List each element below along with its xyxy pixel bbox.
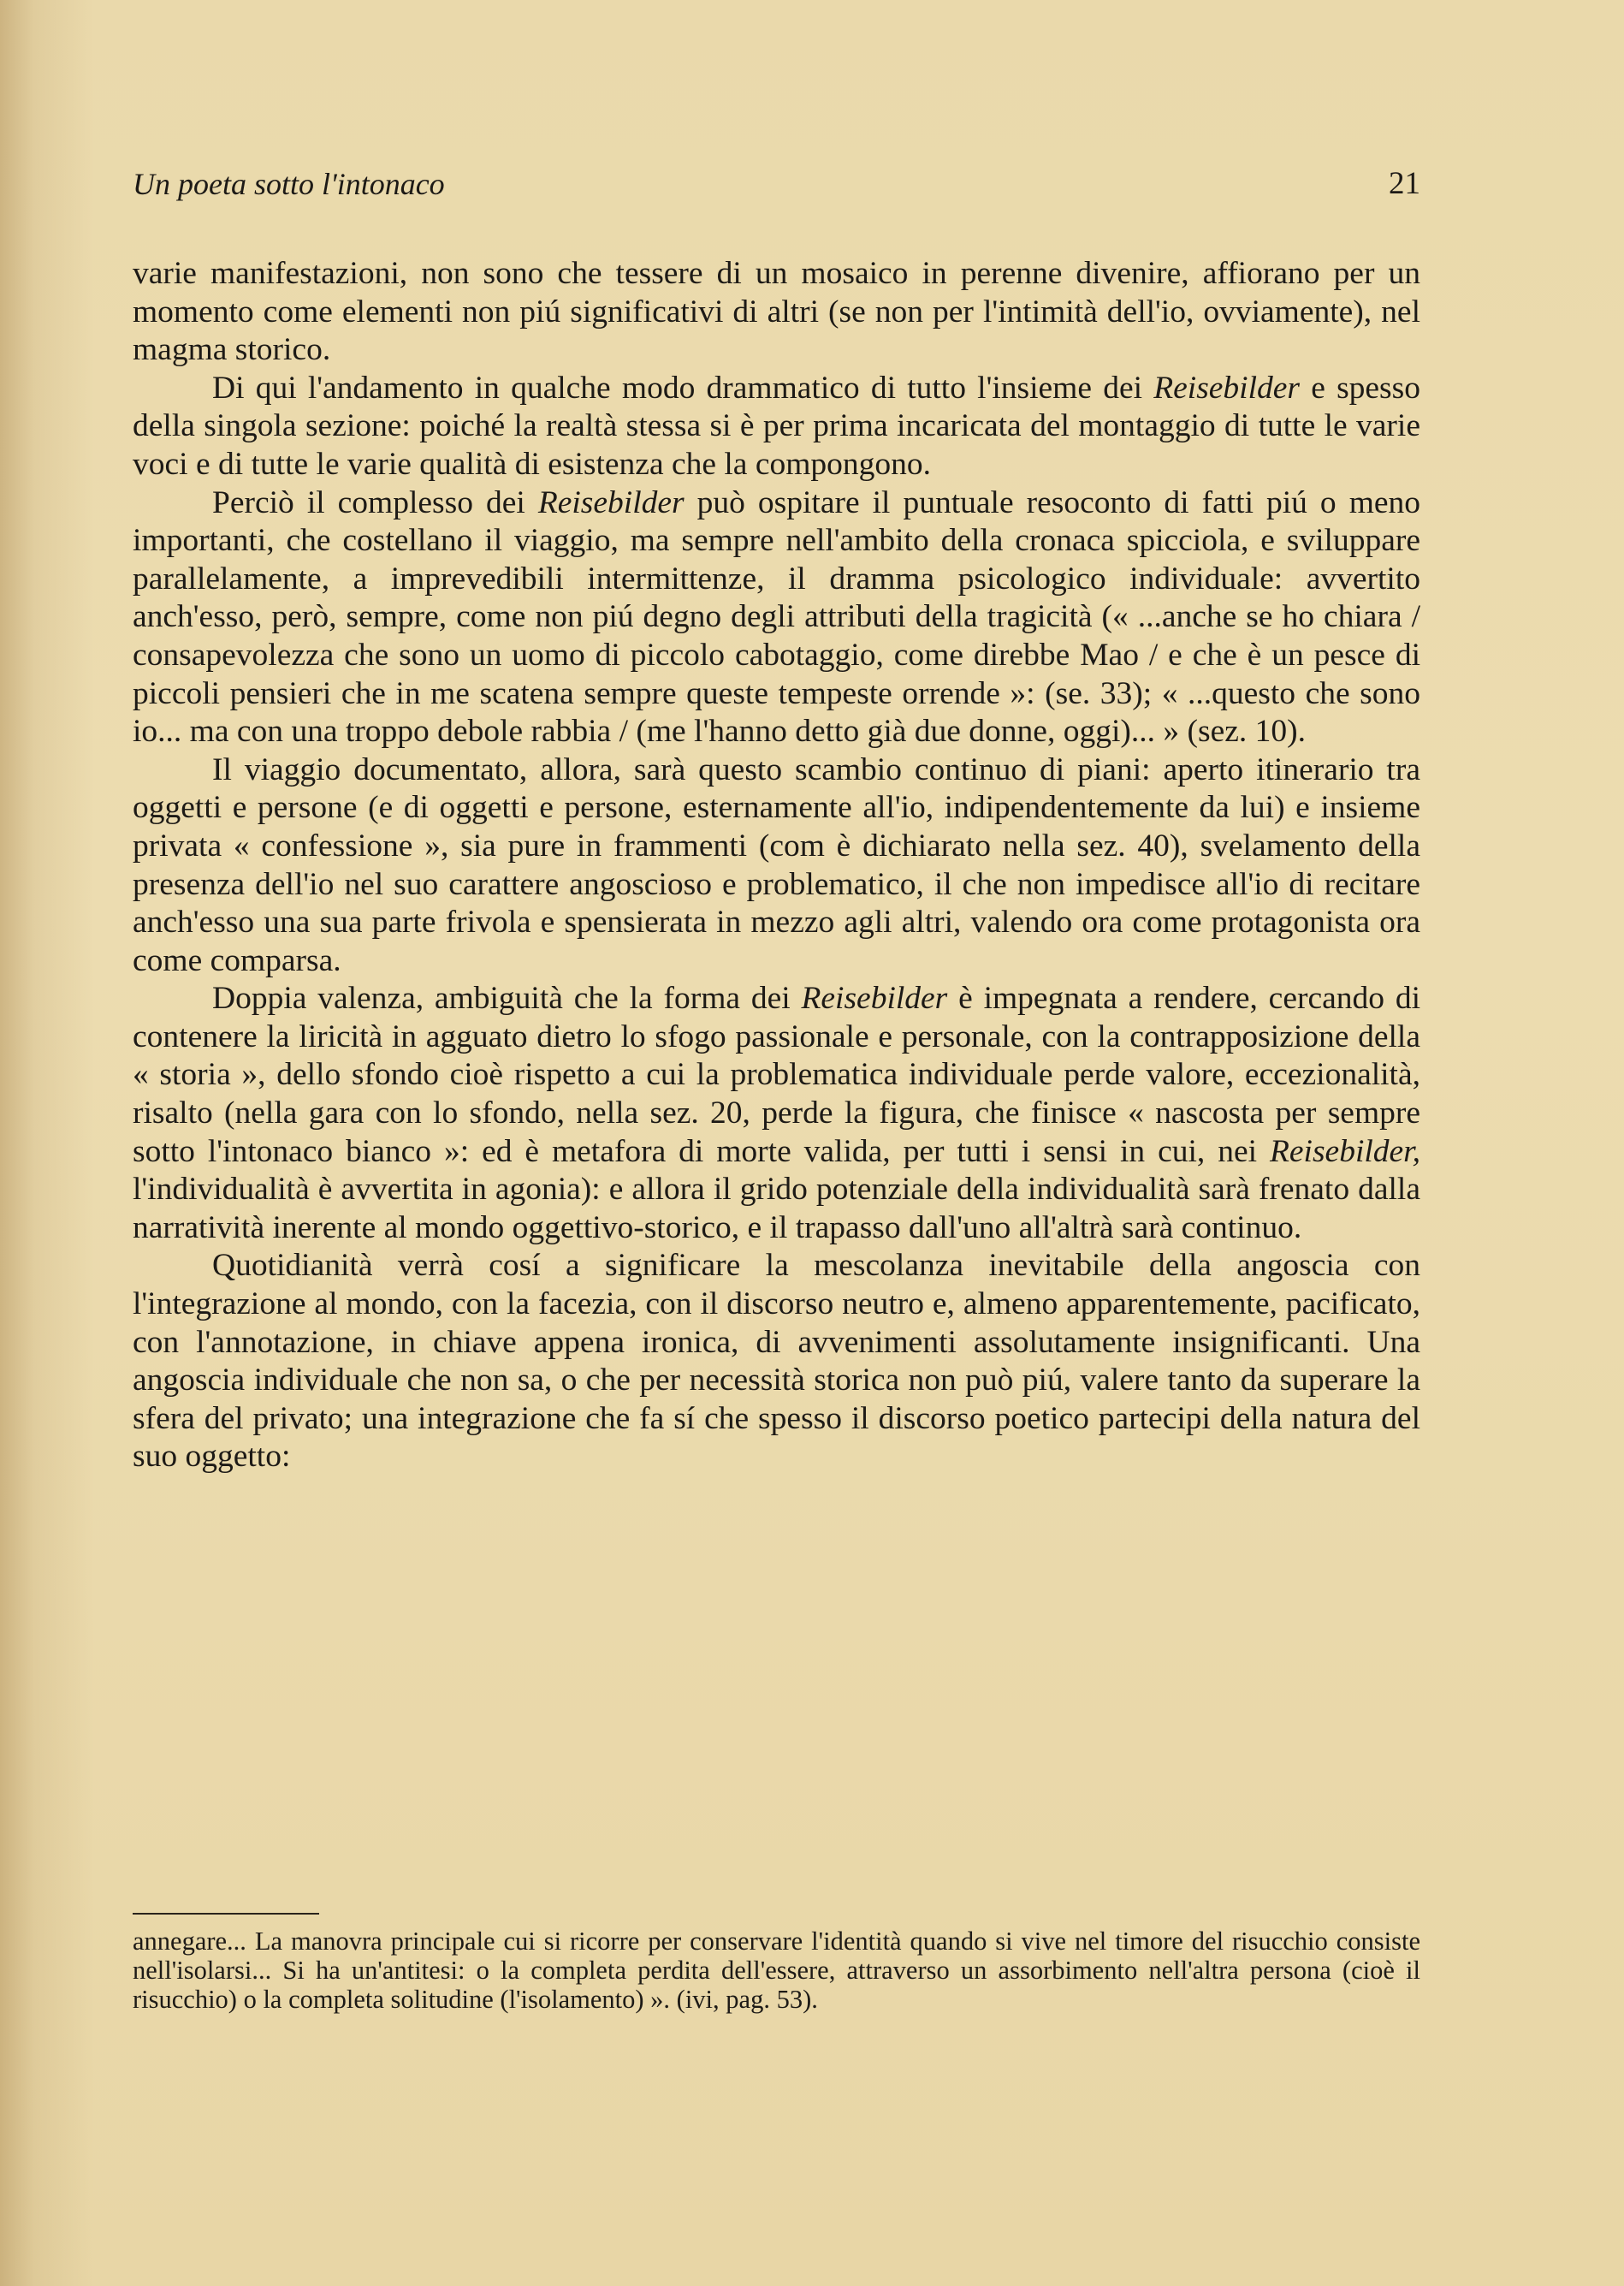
reisebilder-title: Reisebilder: [537, 484, 685, 520]
reisebilder-title: Reisebilder,: [1269, 1133, 1420, 1169]
footnote: annegare... La manovra principale cui si ricorre per conservare l'identità quando si vive nel timore del risucchio consiste nell'isolarsi... Si ha un'antitesi: o la completa perdita dell'essere, attraverso un assorbimento nell'altra persona (cioè il risucchio) o la completa solitudine (l'isolamento) ». (ivi, pag. 53).: [133, 1927, 1420, 2014]
paragraph-5-text-c: l'individualità è avvertita in agonia): e allora il grido potenziale della individualità sarà frenato dalla narratività inerente al mondo oggettivo-storico, e il trapasso dall'uno all'altrà sarà continuo.: [133, 1172, 1420, 1245]
page-number: 21: [1389, 166, 1420, 201]
paragraph-3: [133, 484, 1420, 751]
paragraph-1: varie manifestazioni, non sono che tessere di un mosaico in perenne divenire, affiorano per un momento come elementi non piú significativi di altri (se non per l'intimità dell'io, ovviamente), nel magma storico.: [133, 256, 1420, 368]
reisebilder-title: Reisebilder: [801, 981, 948, 1017]
paragraph-2-text-b: e spesso della singola sezione: poiché la realtà stessa si è per prima incaricata del montaggio di tutte le varie voci e di tutte le varie qualità di esistenza che la compongono.: [133, 370, 1420, 482]
running-title: Un poeta sotto l'intonaco: [133, 167, 445, 201]
body-text: [133, 255, 1420, 1476]
paragraph-4: Il viaggio documentato, allora, sarà questo scambio continuo di piani: aperto itinerario tra oggetti e persone (e di oggetti e persone, esternamente all'io, indipendentemente da lui) e insieme privata « confessione », sia pure in frammenti (com è dichiarato nella sez. 40), svelamento della presenza dell'io nel suo carattere angoscioso e problematico, il che non impedisce all'io di recitare anch'esso una sua parte frivola e spensierata in mezzo agli altri, valendo ora come protagonista ora come comparsa.: [133, 751, 1420, 978]
footnote-divider: [133, 1913, 319, 1915]
paragraph-3-text-a: Perciò il complesso dei: [212, 484, 538, 520]
paragraph-5-text-a: Doppia valenza, ambiguità che la forma dei: [212, 981, 802, 1017]
paragraph-2: [133, 370, 1420, 484]
paragraph-5-text-b: è impegnata a rendere, cercando di contenere la liricità in agguato dietro lo sfogo passionale e personale, con la contrapposizione della « storia », dello sfondo cioè rispetto a cui la problematica individuale perde valore, eccezionalità, risalto (nella gara con lo sfondo, nella sez. 20, perde la figura, che finisce « nascosta per sempre sotto l'intonaco bianco »: ed è metafora di morte valida, per tutti i sensi in cui, nei: [133, 981, 1420, 1169]
reisebilder-title: Reisebilder: [1153, 370, 1301, 406]
paragraph-6: Quotidianità verrà cosí a significare la mescolanza inevitabile della angoscia con l'integrazione al mondo, con la facezia, con il discorso neutro e, almeno apparentemente, pacificato, con l'annotazione, in chiave appena ironica, di avvenimenti assolutamente insignificanti. Una angoscia individuale che non sa, o che per necessità storica non può piú, valere tanto da superare la sfera del privato; una integrazione che fa sí che spesso il discorso poetico partecipi della natura del suo oggetto:: [133, 1248, 1420, 1475]
paragraph-5: [133, 980, 1420, 1247]
paragraph-3-text-b: può ospitare il puntuale resoconto di fatti piú o meno importanti, che costellano il viaggio, ma sempre nell'ambito della cronaca spicciola, e sviluppare parallelamente, a imprevedibili intermittenze, il dramma psicologico individuale: avvertito anch'esso, però, sempre, come non piú degno degli attributi della tragicità (« ...anche se ho chiara / consapevolezza che sono un uomo di piccolo cabotaggio, come direbbe Mao / e che è un pesce di piccoli pensieri che in me scatena sempre queste tempeste orrende »: (se. 33); « ...questo che sono io... ma con una troppo debole rabbia / (me l'hanno detto già due donne, oggi)... » (sez. 10).: [133, 484, 1421, 750]
paragraph-2-text-a: Di qui l'andamento in qualche modo drammatico di tutto l'insieme dei: [212, 370, 1154, 406]
running-head: [133, 163, 1420, 205]
